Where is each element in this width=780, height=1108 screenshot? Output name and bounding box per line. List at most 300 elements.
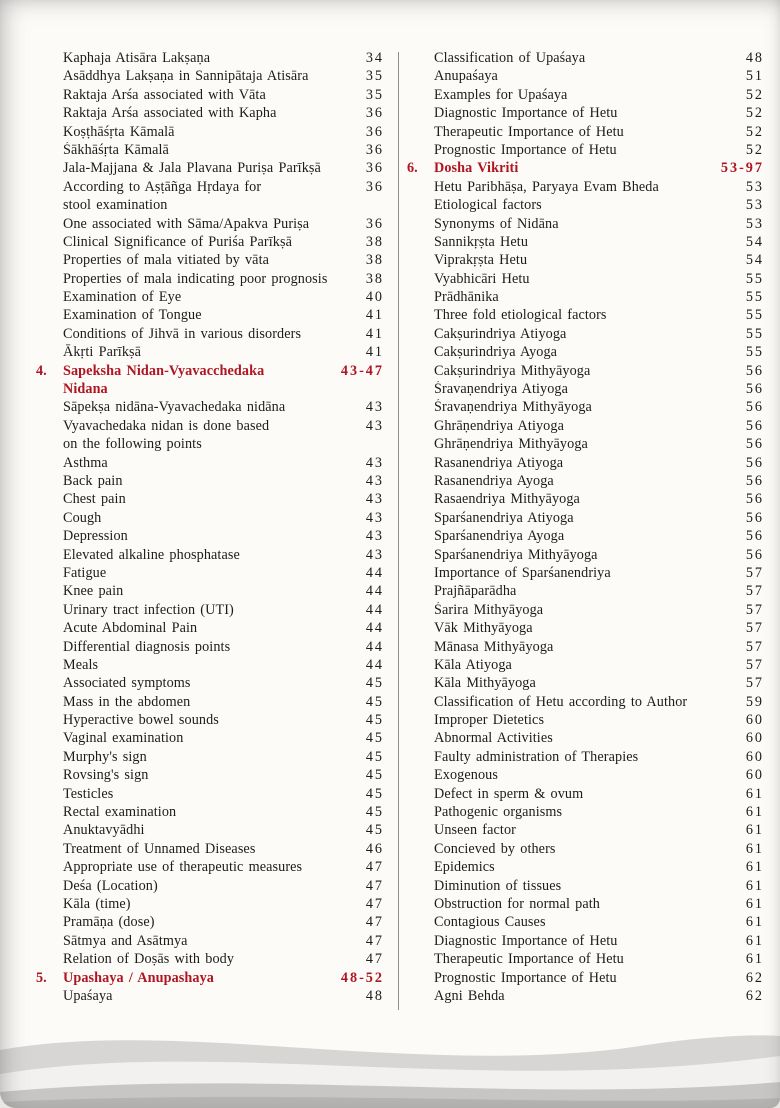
toc-row	[36, 124, 384, 142]
toc-row	[36, 804, 384, 822]
toc-entry-page: 60	[745, 748, 764, 765]
toc-row	[407, 326, 764, 344]
toc-entry-title: Synonyms of Nidāna	[434, 215, 559, 232]
toc-row	[407, 859, 764, 877]
toc-row	[407, 491, 764, 509]
toc-entry-page: 44	[365, 620, 384, 637]
toc-entry-page: 40	[365, 289, 384, 306]
toc-entry-title: stool examination	[63, 197, 168, 214]
toc-entry-page: 55	[745, 289, 764, 306]
toc-row	[36, 473, 384, 491]
toc-row	[36, 914, 384, 932]
toc-entry-page: 36	[365, 123, 384, 140]
toc-entry-title: Ghrāṇendriya Mithyāyoga	[434, 436, 588, 453]
toc-entry-page: 56	[745, 472, 764, 489]
toc-entry-page: 43	[365, 399, 384, 416]
toc-row	[407, 271, 764, 289]
toc-row	[407, 510, 764, 528]
toc-entry-title: Depression	[63, 528, 128, 545]
toc-entry-page: 36	[365, 178, 384, 195]
toc-entry-title: Kāla Mithyāyoga	[434, 675, 536, 692]
toc-entry-page: 55	[745, 344, 764, 361]
toc-row	[407, 988, 764, 1006]
toc-entry-title: Importance of Sparśanendriya	[434, 564, 611, 581]
toc-row	[407, 730, 764, 748]
toc-entry-title: Anuktavyādhi	[63, 822, 145, 839]
toc-column-right	[407, 50, 764, 1010]
toc-entry-page: 38	[365, 270, 384, 287]
toc-row	[407, 418, 764, 436]
toc-entry-page: 34	[365, 50, 384, 66]
toc-entry-title: Sannikṛṣta Hetu	[434, 233, 529, 250]
toc-entry-page: 44	[365, 583, 384, 600]
toc-entry-title: Epidemics	[434, 859, 495, 876]
toc-entry-title: Examination of Eye	[63, 289, 182, 306]
toc-row	[36, 565, 384, 583]
toc-row	[36, 418, 384, 436]
toc-entry-title: Unseen factor	[434, 822, 516, 839]
toc-entry-title: on the following points	[63, 436, 202, 453]
toc-row	[407, 50, 764, 68]
toc-entry-page: 61	[745, 951, 764, 968]
toc-row	[36, 786, 384, 804]
toc-entry-title: Sparśanendriya Ayoga	[434, 528, 565, 545]
toc-row	[36, 822, 384, 840]
toc-entry-title: Relation of Doṣās with body	[63, 951, 235, 968]
toc-entry-title: Raktaja Arśa associated with Vāta	[63, 86, 266, 103]
toc-entry-page: 57	[745, 675, 764, 692]
toc-entry-title: Sātmya and Asātmya	[63, 932, 188, 949]
toc-entry-title: Elevated alkaline phosphatase	[63, 546, 240, 563]
toc-column-left	[36, 50, 384, 1010]
toc-entry-page: 43	[365, 454, 384, 471]
toc-entry-page: 62	[745, 969, 764, 986]
toc-entry-page: 57	[745, 620, 764, 637]
toc-row	[407, 712, 764, 730]
toc-row	[407, 124, 764, 142]
toc-entry-title: Sāpekṣa nidāna-Vyavachedaka nidāna	[63, 399, 286, 416]
toc-entry-page: 47	[365, 914, 384, 931]
toc-row	[36, 160, 384, 178]
toc-entry-title: Etiological factors	[434, 197, 542, 214]
toc-entry-page: 60	[745, 730, 764, 747]
toc-entry-title: Hyperactive bowel sounds	[63, 712, 219, 729]
toc-entry-page: 36	[365, 105, 384, 122]
toc-entry-page: 52	[745, 86, 764, 103]
toc-row	[407, 105, 764, 123]
toc-entry-title: Knee pain	[63, 583, 124, 600]
toc-entry-page: 56	[745, 381, 764, 398]
toc-row	[36, 639, 384, 657]
toc-entry-page: 56	[745, 436, 764, 453]
toc-entry-page: 43	[365, 528, 384, 545]
toc-entry-title: Śākhāśṛta Kāmalā	[63, 141, 169, 158]
toc-entry-title: Clinical Significance of Puriśa Parīkṣā	[63, 233, 292, 250]
footer-wave-decoration	[0, 1008, 780, 1108]
section-number: 6.	[407, 160, 418, 177]
toc-entry-title: Cough	[63, 509, 102, 526]
toc-row	[407, 87, 764, 105]
toc-entry-title: Cakṣurindriya Ayoga	[434, 344, 558, 361]
toc-row	[407, 289, 764, 307]
toc-row	[36, 68, 384, 86]
toc-row	[36, 105, 384, 123]
toc-row	[36, 547, 384, 565]
toc-row	[36, 344, 384, 362]
toc-row	[36, 583, 384, 601]
toc-row	[36, 620, 384, 638]
toc-entry-title: Diagnostic Importance of Hetu	[434, 105, 618, 122]
toc-entry-title: Śravaṇendriya Mithyāyoga	[434, 399, 592, 416]
toc-entry-title: Sparśanendriya Mithyāyoga	[434, 546, 598, 563]
section-number: 4.	[36, 362, 47, 379]
toc-entry-title: Contagious Causes	[434, 914, 546, 931]
toc-entry-page: 51	[745, 68, 764, 85]
toc-entry-title: Properties of mala vitiated by vāta	[63, 252, 270, 269]
toc-entry-title: Prognostic Importance of Hetu	[434, 969, 617, 986]
toc-row	[407, 767, 764, 785]
toc-entry-title: Defect in sperm & ovum	[434, 785, 584, 802]
toc-entry-page: 48	[745, 50, 764, 66]
toc-entry-page: 54	[745, 252, 764, 269]
toc-entry-title: Properties of mala indicating poor prognosis	[63, 270, 328, 287]
toc-entry-page: 48	[365, 987, 384, 1004]
toc-entry-title: Appropriate use of therapeutic measures	[63, 859, 303, 876]
toc-entry-page: 43	[365, 417, 384, 434]
toc-row	[36, 234, 384, 252]
toc-entry-title: Jala-Majjana & Jala Plavana Puriṣa Parīkṣā	[63, 160, 321, 177]
toc-entry-page: 44	[365, 601, 384, 618]
toc-entry-page: 47	[365, 895, 384, 912]
toc-entry-page: 56	[745, 491, 764, 508]
toc-entry-page: 38	[365, 252, 384, 269]
toc-row	[407, 363, 764, 381]
toc-entry-title: Pramāṇa (dose)	[63, 914, 155, 931]
toc-entry-title: Diminution of tissues	[434, 877, 562, 894]
toc-row	[36, 896, 384, 914]
toc-row	[36, 988, 384, 1006]
toc-entry-page: 43	[365, 546, 384, 563]
toc-row	[407, 602, 764, 620]
toc-row	[407, 436, 764, 454]
toc-row	[407, 657, 764, 675]
toc-row	[407, 381, 764, 399]
toc-entry-page: 36	[365, 141, 384, 158]
toc-entry-page: 57	[745, 638, 764, 655]
toc-entry-page: 52	[745, 141, 764, 158]
toc-entry-page: 44	[365, 638, 384, 655]
section-number: 5.	[36, 969, 47, 986]
toc-entry-title: Classification of Upaśaya	[434, 50, 586, 66]
toc-row	[36, 399, 384, 417]
toc-entry-page: 45	[365, 748, 384, 765]
toc-entry-page: 56	[745, 399, 764, 416]
toc-entry-page: 46	[365, 840, 384, 857]
toc-entry-title: Rovsing's sign	[63, 767, 149, 784]
toc-entry-title: Sapeksha Nidan-Vyavacchedaka	[63, 362, 265, 379]
toc-row	[407, 620, 764, 638]
toc-row	[407, 565, 764, 583]
toc-entry-page: 47	[365, 932, 384, 949]
toc-row	[407, 399, 764, 417]
toc-section-row	[36, 381, 384, 399]
toc-row	[407, 675, 764, 693]
toc-entry-page: 45	[365, 693, 384, 710]
toc-entry-page: 56	[745, 362, 764, 379]
toc-entry-title: Conditions of Jihvā in various disorders	[63, 325, 302, 342]
toc-entry-page: 56	[745, 546, 764, 563]
toc-entry-page: 57	[745, 583, 764, 600]
toc-entry-title: Chest pain	[63, 491, 126, 508]
toc-row	[36, 767, 384, 785]
toc-entry-title: Faulty administration of Therapies	[434, 748, 639, 765]
toc-entry-title: Three fold etiological factors	[434, 307, 607, 324]
toc-entry-page: 55	[745, 307, 764, 324]
toc-row	[36, 749, 384, 767]
toc-row	[407, 583, 764, 601]
toc-entry-title: Pathogenic organisms	[434, 804, 563, 821]
toc-row	[407, 951, 764, 969]
toc-entry-title: Prognostic Importance of Hetu	[434, 141, 617, 158]
toc-section-row	[36, 363, 384, 381]
toc-entry-title: Mass in the abdomen	[63, 693, 191, 710]
toc-entry-page: 41	[365, 325, 384, 342]
toc-entry-page: 53-97	[720, 160, 764, 177]
toc-entry-page: 45	[365, 675, 384, 692]
toc-row	[36, 675, 384, 693]
toc-entry-page: 56	[745, 417, 764, 434]
toc-entry-title: Rasanendriya Atiyoga	[434, 454, 564, 471]
toc-row	[407, 933, 764, 951]
toc-entry-page: 57	[745, 564, 764, 581]
toc-entry-page: 43	[365, 491, 384, 508]
toc-entry-title: Ghrāṇendriya Atiyoga	[434, 417, 564, 434]
toc-entry-page: 61	[745, 877, 764, 894]
toc-row	[36, 216, 384, 234]
toc-entry-title: Treatment of Unnamed Diseases	[63, 840, 256, 857]
toc-entry-page: 62	[745, 987, 764, 1004]
toc-row	[36, 436, 384, 454]
toc-entry-title: Dosha Vikriti	[434, 160, 519, 177]
toc-entry-title: Kaphaja Atisāra Lakṣaṇa	[63, 50, 211, 66]
toc-entry-page: 45	[365, 712, 384, 729]
toc-row	[407, 804, 764, 822]
toc-row	[36, 528, 384, 546]
toc-entry-title: Abnormal Activities	[434, 730, 553, 747]
toc-entry-title: Vāk Mithyāyoga	[434, 620, 533, 637]
toc-row	[36, 307, 384, 325]
toc-entry-title: Meals	[63, 656, 99, 673]
toc-entry-title: Acute Abdominal Pain	[63, 620, 198, 637]
toc-entry-page: 57	[745, 656, 764, 673]
toc-row	[36, 142, 384, 160]
toc-entry-title: Sparśanendriya Atiyoga	[434, 509, 574, 526]
column-divider-line	[398, 52, 399, 1010]
toc-entry-title: Fatigue	[63, 564, 107, 581]
toc-entry-title: Upashaya / Anupashaya	[63, 969, 214, 986]
toc-entry-title: Associated symptoms	[63, 675, 191, 692]
toc-entry-page: 53	[745, 215, 764, 232]
toc-entry-page: 38	[365, 233, 384, 250]
toc-entry-page: 55	[745, 325, 764, 342]
toc-row	[407, 142, 764, 160]
toc-row	[36, 491, 384, 509]
toc-row	[36, 510, 384, 528]
toc-entry-page: 61	[745, 785, 764, 802]
toc-entry-title: Back pain	[63, 472, 123, 489]
toc-entry-title: Concieved by others	[434, 840, 556, 857]
toc-entry-title: Rectal examination	[63, 804, 177, 821]
toc-entry-page: 52	[745, 123, 764, 140]
toc-entry-title: Vaginal examination	[63, 730, 184, 747]
toc-row	[407, 547, 764, 565]
toc-entry-title: Nidana	[63, 381, 108, 398]
toc-entry-title: Examination of Tongue	[63, 307, 202, 324]
toc-entry-page: 60	[745, 712, 764, 729]
toc-row	[407, 252, 764, 270]
toc-entry-title: Kāla (time)	[63, 895, 131, 912]
toc-row	[36, 289, 384, 307]
toc-entry-title: Differential diagnosis points	[63, 638, 231, 655]
toc-entry-title: Diagnostic Importance of Hetu	[434, 932, 618, 949]
toc-row	[36, 712, 384, 730]
toc-entry-page: 61	[745, 822, 764, 839]
toc-entry-title: Rasaendriya Mithyāyoga	[434, 491, 580, 508]
toc-entry-page: 61	[745, 840, 764, 857]
toc-row	[407, 344, 764, 362]
toc-row	[36, 455, 384, 473]
toc-row	[407, 694, 764, 712]
toc-entry-title: Koṣṭhāśṛta Kāmalā	[63, 123, 175, 140]
toc-entry-page: 44	[365, 564, 384, 581]
toc-entry-page: 48-52	[340, 969, 384, 986]
toc-entry-title: Viprakṛṣta Hetu	[434, 252, 528, 269]
toc-entry-title: Raktaja Arśa associated with Kapha	[63, 105, 277, 122]
toc-row	[36, 694, 384, 712]
toc-entry-title: Vyavachedaka nidan is done based	[63, 417, 270, 434]
toc-entry-title: Agni Behda	[434, 987, 505, 1004]
toc-entry-title: Ākṛti Parīkṣā	[63, 344, 142, 361]
toc-row	[407, 749, 764, 767]
toc-entry-title: According to Aṣṭāñga Hṛdaya for	[63, 178, 262, 195]
toc-entry-page: 55	[745, 270, 764, 287]
toc-row	[407, 234, 764, 252]
toc-row	[36, 252, 384, 270]
toc-entry-page: 61	[745, 859, 764, 876]
toc-entry-title: Rasanendriya Ayoga	[434, 472, 554, 489]
toc-entry-title: One associated with Sāma/Apakva Puriṣa	[63, 215, 310, 232]
toc-entry-title: Vyabhicāri Hetu	[434, 270, 530, 287]
toc-row	[36, 50, 384, 68]
toc-row	[407, 179, 764, 197]
toc-row	[36, 657, 384, 675]
toc-entry-title: Classification of Hetu according to Author	[434, 693, 688, 710]
toc-entry-title: Murphy's sign	[63, 748, 147, 765]
toc-row	[407, 786, 764, 804]
toc-row	[36, 602, 384, 620]
toc-entry-page: 45	[365, 730, 384, 747]
toc-entry-page: 61	[745, 804, 764, 821]
toc-entry-title: Śarira Mithyāyoga	[434, 601, 544, 618]
toc-row	[407, 455, 764, 473]
toc-entry-page: 36	[365, 160, 384, 177]
toc-entry-title: Exogenous	[434, 767, 498, 784]
toc-entry-page: 61	[745, 914, 764, 931]
toc-entry-page: 56	[745, 509, 764, 526]
toc-entry-page: 45	[365, 767, 384, 784]
toc-entry-page: 44	[365, 656, 384, 673]
toc-entry-title: Mānasa Mithyāyoga	[434, 638, 554, 655]
toc-entry-page: 47	[365, 877, 384, 894]
toc-entry-page: 45	[365, 822, 384, 839]
toc-entry-title: Prādhānika	[434, 289, 499, 306]
toc-row	[407, 197, 764, 215]
toc-entry-page: 47	[365, 951, 384, 968]
toc-row	[407, 896, 764, 914]
toc-entry-title: Upaśaya	[63, 987, 113, 1004]
toc-entry-page: 56	[745, 528, 764, 545]
toc-row	[36, 933, 384, 951]
toc-row	[36, 841, 384, 859]
toc-entry-page: 60	[745, 767, 764, 784]
toc-entry-page: 61	[745, 895, 764, 912]
toc-entry-title: Testicles	[63, 785, 114, 802]
toc-row	[407, 473, 764, 491]
toc-entry-title: Hetu Paribhāṣa, Paryaya Evam Bheda	[434, 178, 659, 195]
toc-entry-title: Urinary tract infection (UTI)	[63, 601, 234, 618]
toc-entry-page: 41	[365, 307, 384, 324]
toc-entry-page: 43	[365, 509, 384, 526]
toc-row	[36, 326, 384, 344]
toc-entry-page: 35	[365, 68, 384, 85]
toc-entry-page: 57	[745, 601, 764, 618]
toc-row	[407, 914, 764, 932]
toc-entry-page: 53	[745, 197, 764, 214]
toc-entry-page: 45	[365, 785, 384, 802]
toc-row	[407, 68, 764, 86]
toc-entry-title: Asthma	[63, 454, 108, 471]
toc-entry-title: Cakṣurindriya Mithyāyoga	[434, 362, 591, 379]
toc-entry-page: 61	[745, 932, 764, 949]
toc-row	[407, 216, 764, 234]
toc-entry-page: 47	[365, 859, 384, 876]
toc-row	[407, 307, 764, 325]
toc-entry-page: 41	[365, 344, 384, 361]
toc-entry-page: 36	[365, 215, 384, 232]
toc-entry-title: Asāddhya Lakṣaṇa in Sannipātaja Atisāra	[63, 68, 309, 85]
toc-columns	[0, 50, 780, 1010]
toc-entry-page: 43	[365, 472, 384, 489]
toc-section-row	[36, 970, 384, 988]
toc-row	[36, 87, 384, 105]
toc-entry-title: Anupaśaya	[434, 68, 498, 85]
toc-entry-page: 43-47	[340, 362, 384, 379]
toc-entry-page: 54	[745, 233, 764, 250]
toc-entry-title: Śravaṇendriya Atiyoga	[434, 381, 569, 398]
toc-entry-page: 59	[745, 693, 764, 710]
toc-row	[407, 528, 764, 546]
toc-entry-title: Examples for Upaśaya	[434, 86, 568, 103]
toc-row	[36, 197, 384, 215]
toc-entry-title: Deśa (Location)	[63, 877, 158, 894]
toc-entry-title: Cakṣurindriya Atiyoga	[434, 325, 567, 342]
toc-entry-title: Therapeutic Importance of Hetu	[434, 123, 624, 140]
toc-row	[407, 822, 764, 840]
toc-entry-title: Obstruction for normal path	[434, 895, 600, 912]
toc-entry-page: 35	[365, 86, 384, 103]
toc-row	[36, 878, 384, 896]
toc-row	[36, 730, 384, 748]
